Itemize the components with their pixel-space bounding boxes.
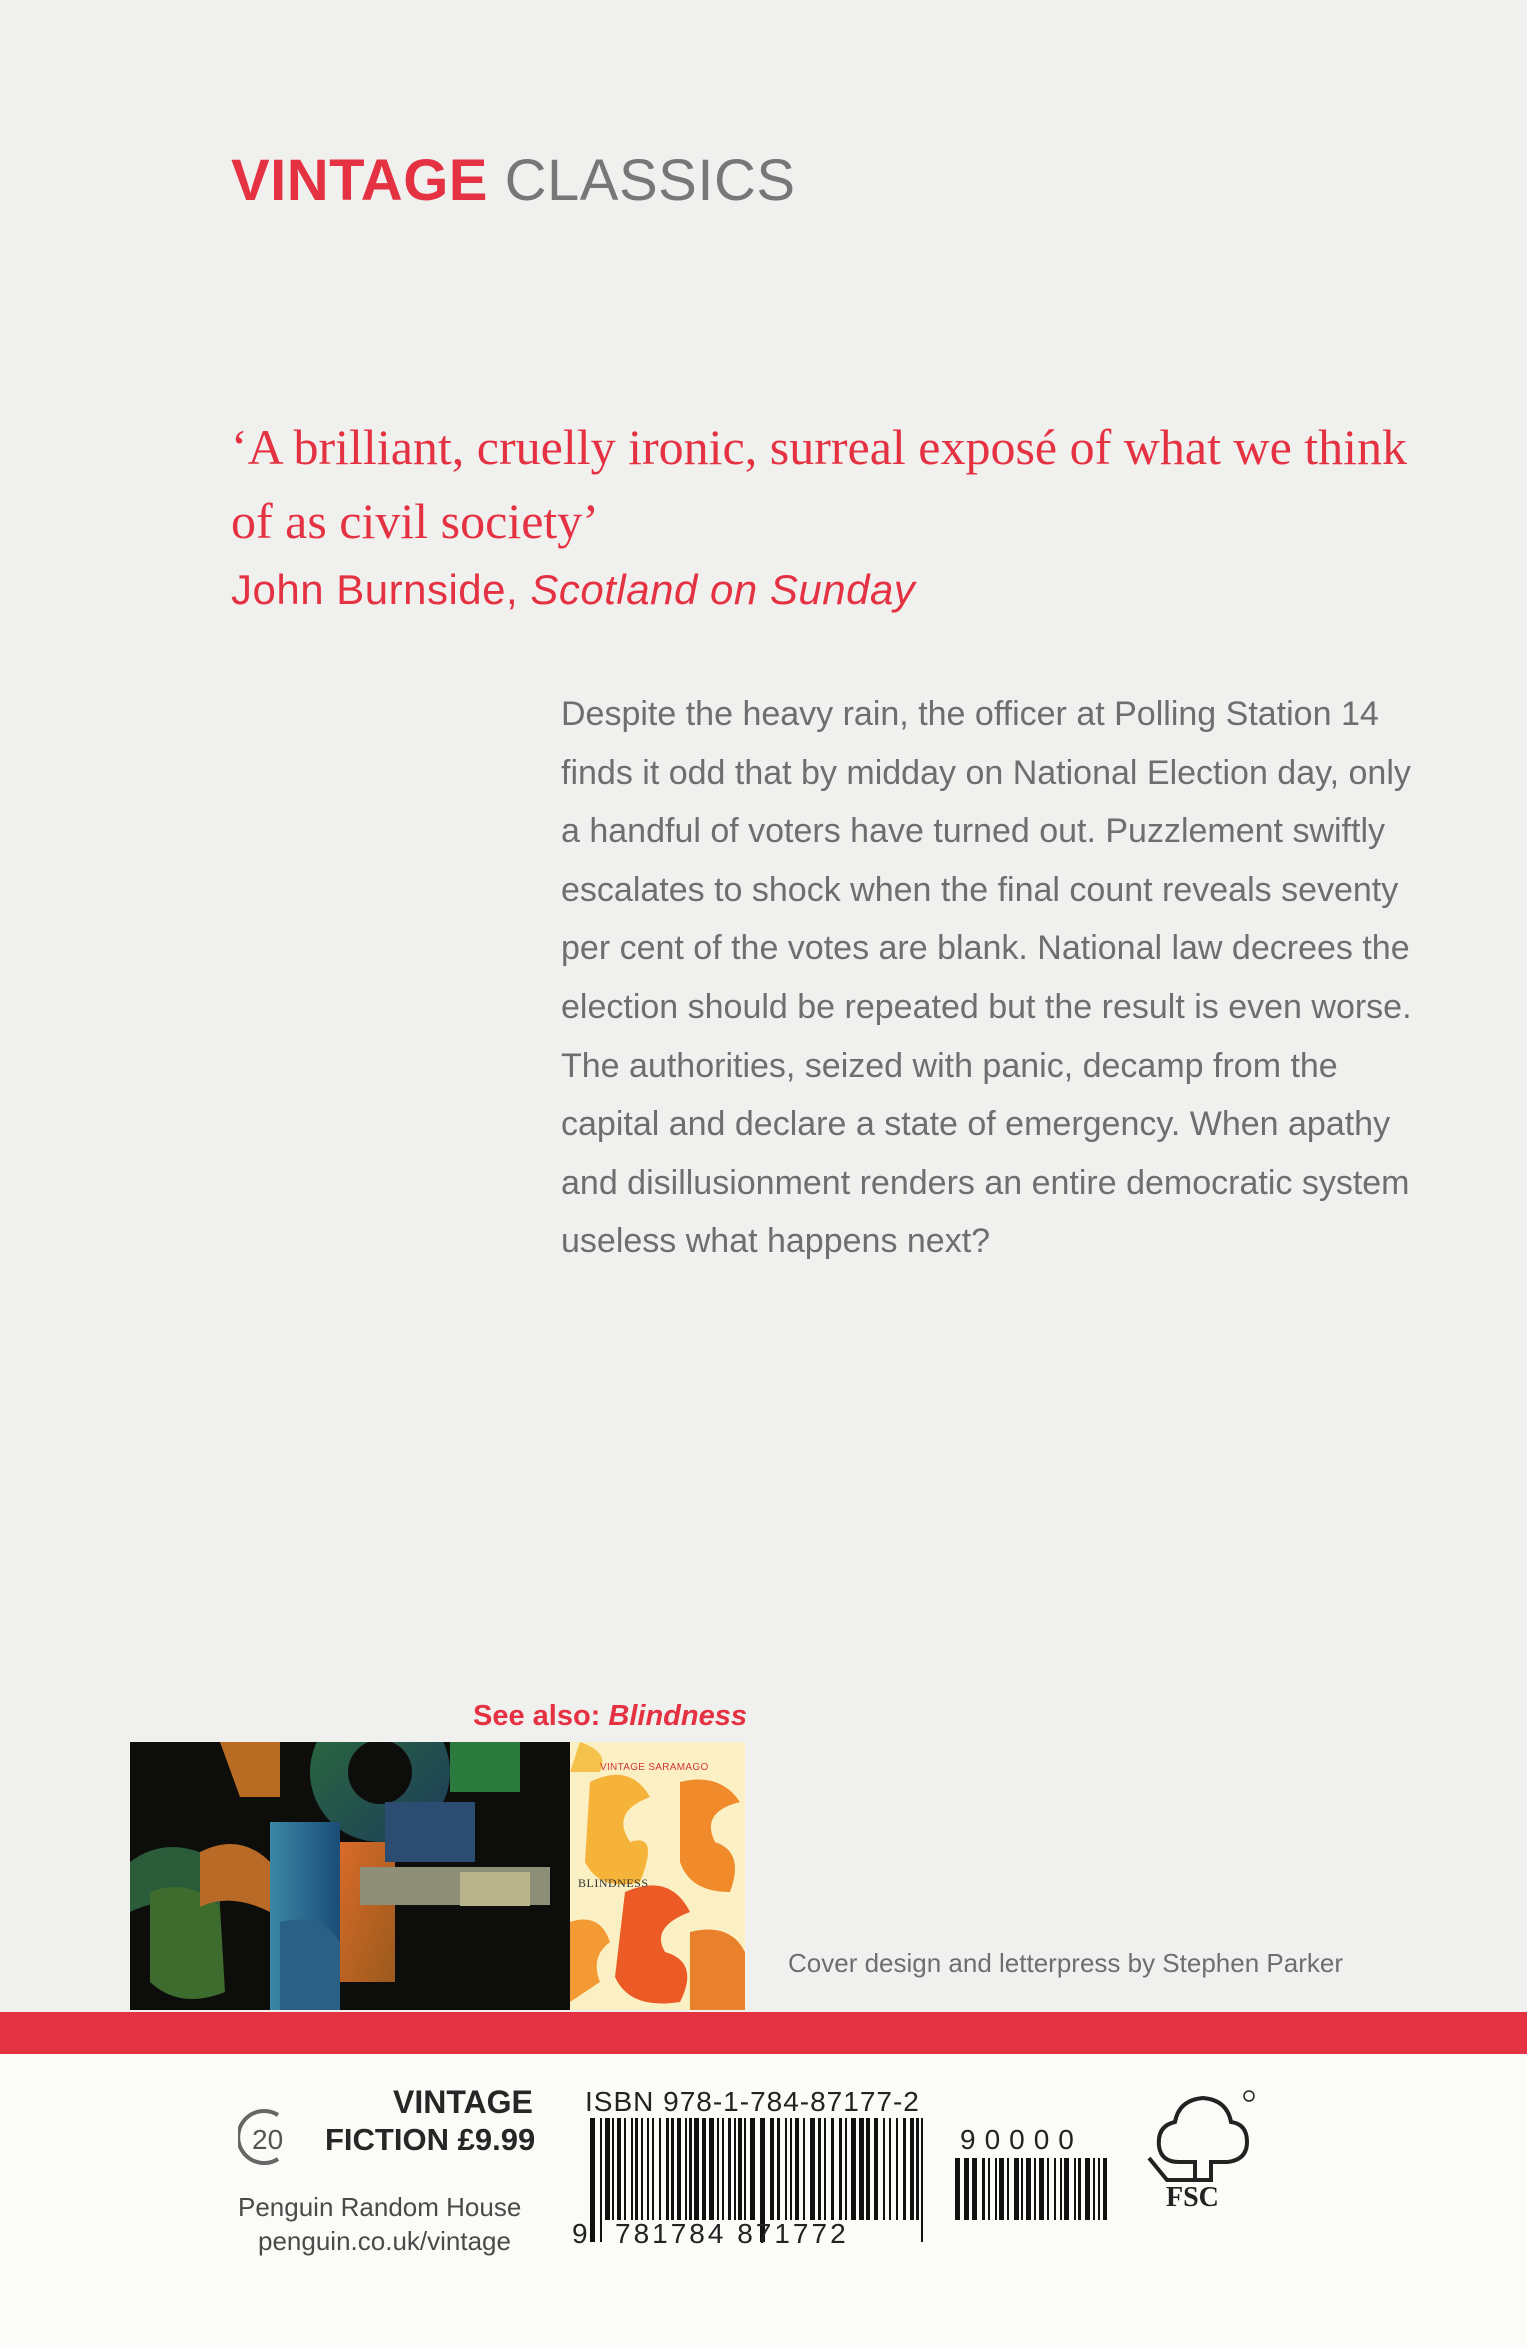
footer-price: £9.99 bbox=[457, 2122, 536, 2157]
addon-barcode-icon bbox=[955, 2158, 1113, 2242]
review-attribution bbox=[231, 566, 915, 614]
footer-category: FICTION bbox=[325, 2122, 458, 2157]
series-brand: VINTAGE bbox=[231, 148, 488, 213]
review-source: Scotland on Sunday bbox=[530, 566, 916, 613]
fsc-label: FSC bbox=[1166, 2182, 1219, 2213]
blindness-cover-thumbnail bbox=[570, 1742, 745, 2010]
publisher-url: penguin.co.uk/vintage bbox=[258, 2226, 511, 2256]
barcode-digits: 781784 871772 bbox=[615, 2218, 849, 2249]
publisher-name: Penguin Random House bbox=[238, 2192, 522, 2222]
series-logo bbox=[231, 148, 796, 213]
addon-digits: 90000 bbox=[960, 2124, 1083, 2155]
review-author: John Burnside, bbox=[231, 566, 531, 613]
book-blurb: Despite the heavy rain, the officer at Polling Station 14 finds it odd that by midday on National Election day, only a handful of voters have turned out. Puzzlement swiftly escalates to shock when the final count reveals seventy per cent of the votes are blank. National law decrees the election should be repeated but the result is even worse. The authorities, seized with panic, decamp from the capital and declare a state of emergency. When apathy and disillusionment renders an entire democratic system useless what happens next? bbox=[561, 695, 1412, 1261]
see-also-label: See also: bbox=[473, 1700, 609, 1732]
red-stripe bbox=[0, 2012, 1527, 2054]
see-also bbox=[473, 1700, 747, 1733]
c20-mark: 20 bbox=[252, 2124, 284, 2155]
thumbnail-title: BLINDNESS bbox=[578, 1876, 649, 1890]
see-also-title: Blindness bbox=[608, 1700, 747, 1732]
isbn-text: ISBN 978-1-784-87177-2 bbox=[585, 2086, 920, 2117]
footer-category-price bbox=[325, 2122, 535, 2158]
series-name: CLASSICS bbox=[504, 148, 796, 213]
thumbnail-imprint: VINTAGE SARAMAGO bbox=[600, 1762, 709, 1773]
cover-credit: Cover design and letterpress by Stephen Parker bbox=[788, 1948, 1343, 1978]
barcode-lead-digit: 9 bbox=[572, 2218, 588, 2249]
letterpress-artwork bbox=[130, 1742, 570, 2010]
c20-anniversary-icon bbox=[238, 2107, 298, 2167]
footer-imprint: VINTAGE bbox=[393, 2084, 533, 2120]
review-quote: ‘A brilliant, cruelly ironic, surreal exposé of what we think of as civil society’ bbox=[231, 419, 1408, 549]
